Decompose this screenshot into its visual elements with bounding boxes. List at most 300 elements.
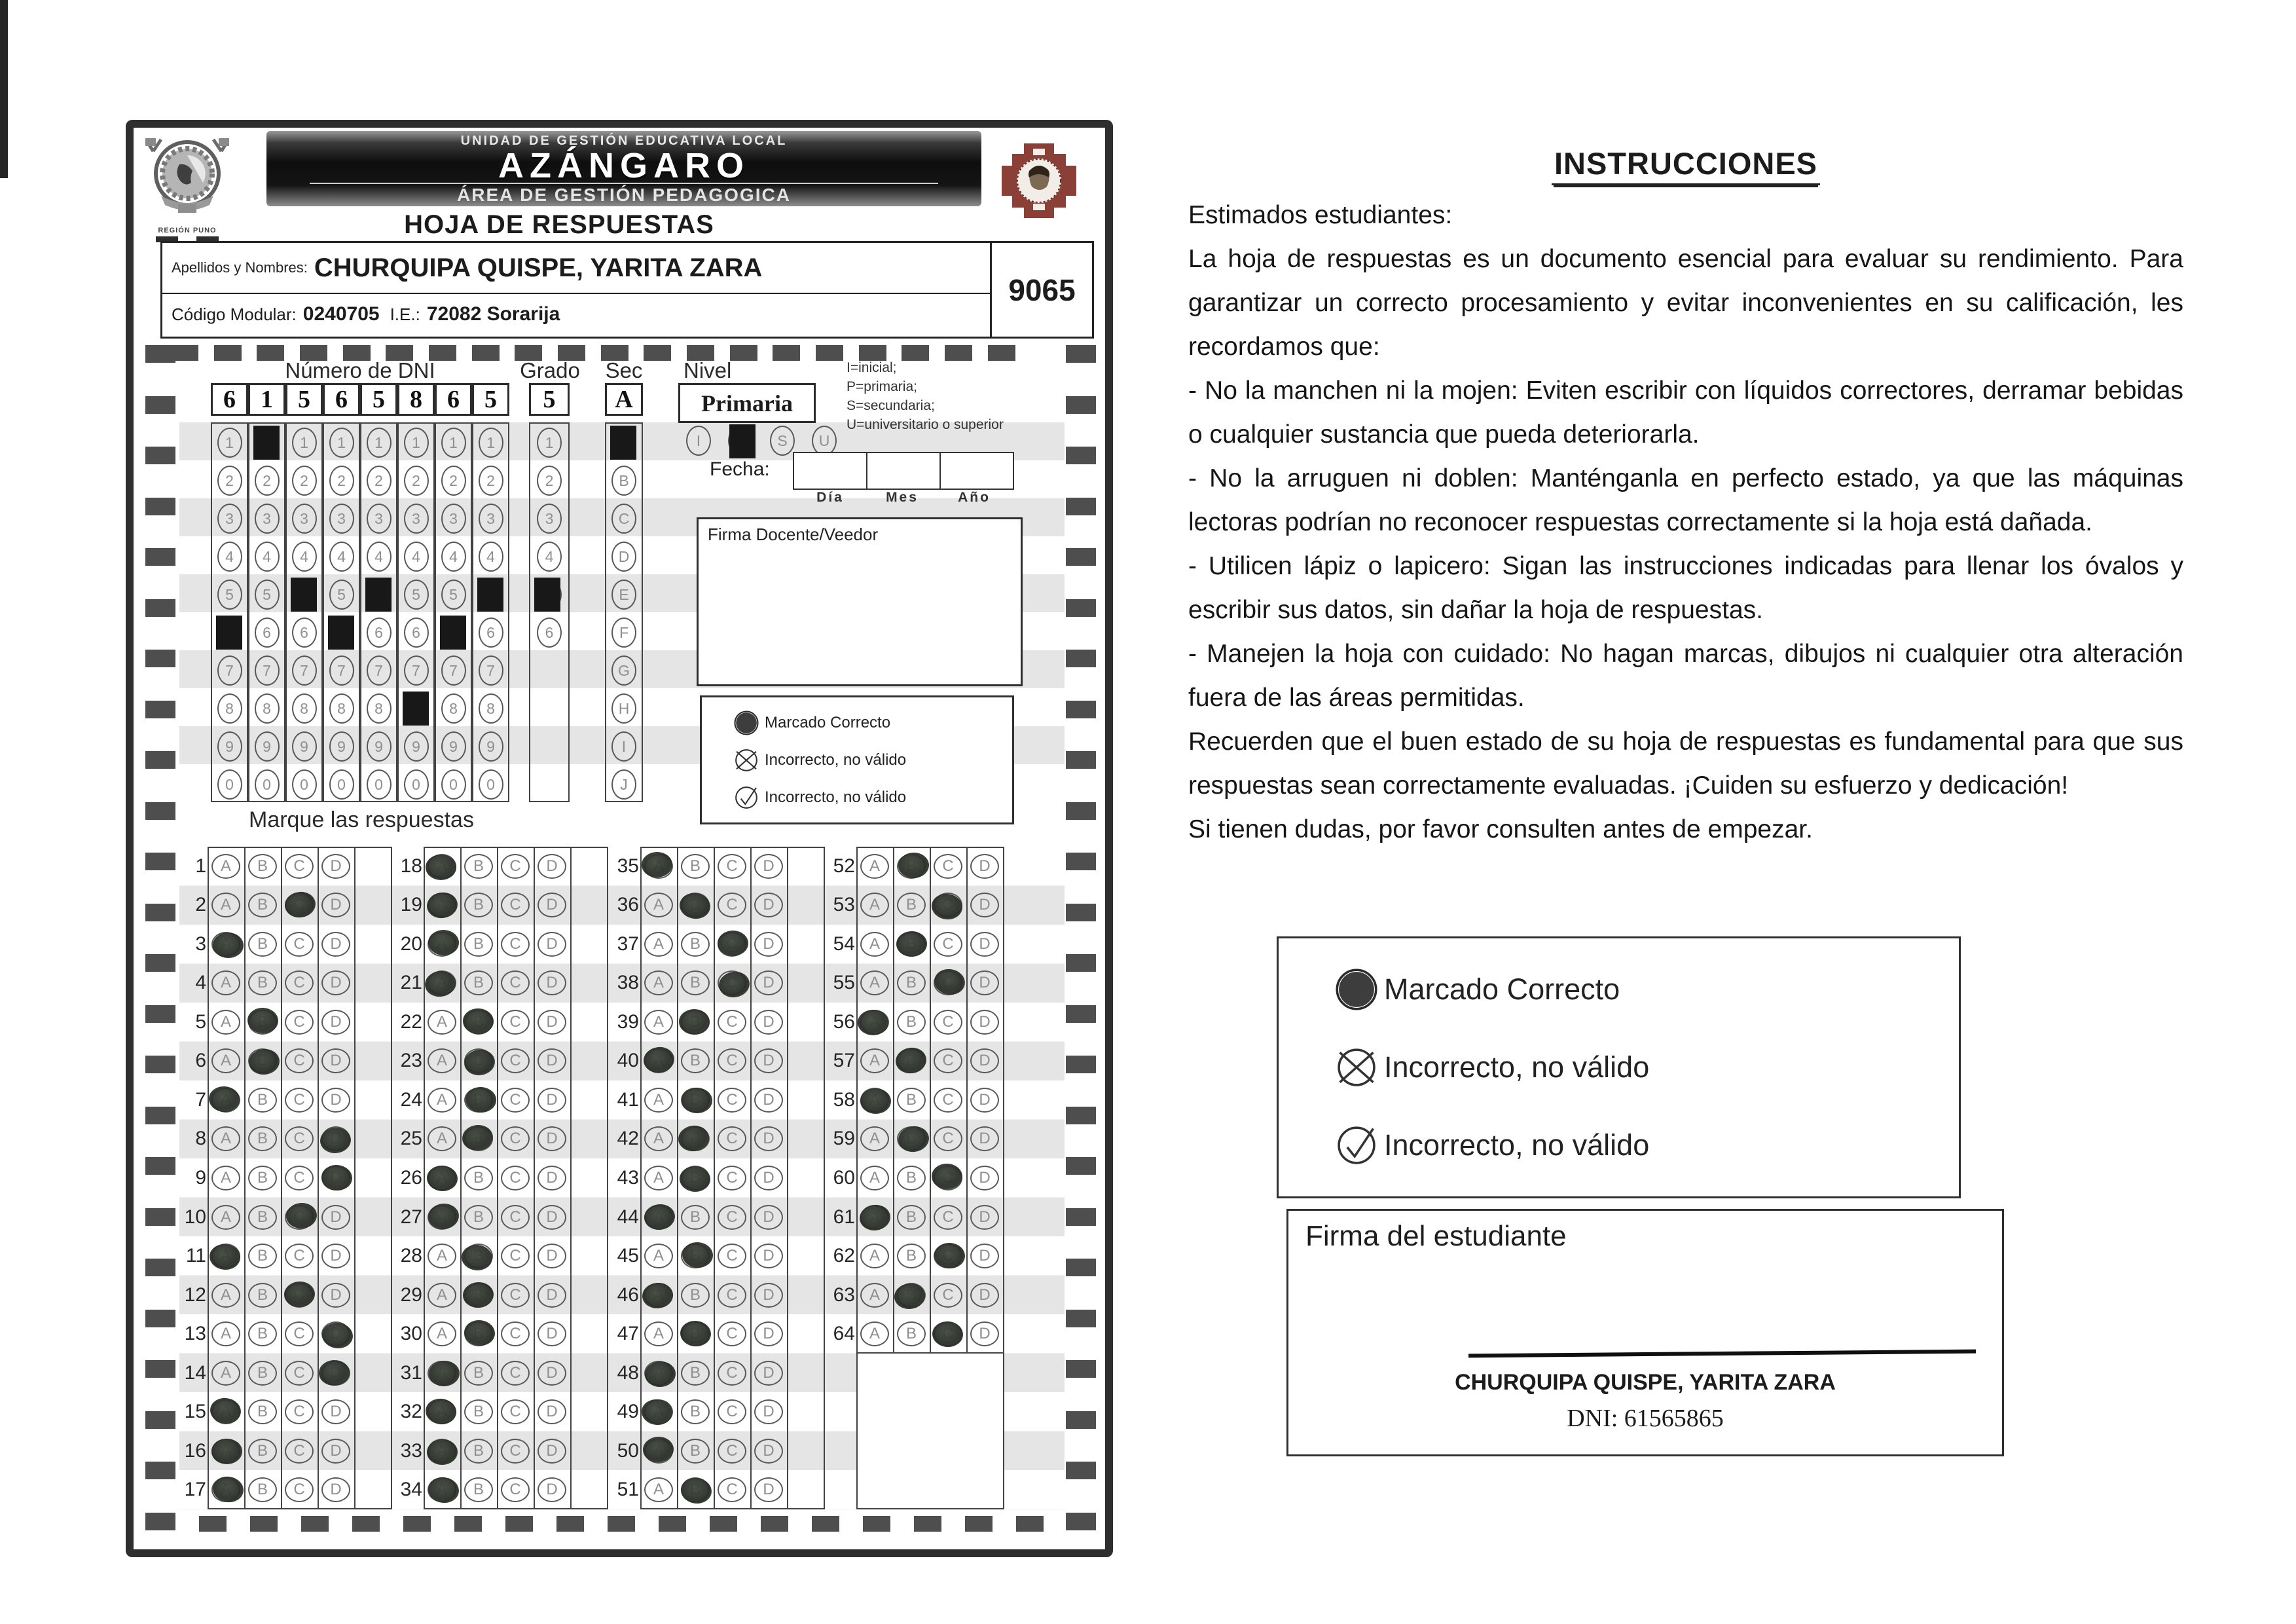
bubble-cell: [212, 766, 247, 803]
apellidos-label: Apellidos y Nombres:: [172, 259, 308, 276]
answer-cell-C: [281, 1431, 318, 1471]
timing-mark: [145, 548, 175, 566]
bubble-option-6: 6: [292, 618, 317, 648]
fecha-field-names: [794, 490, 1010, 506]
answer-bubble-D: D: [321, 893, 350, 917]
answer-bubble-D: D: [754, 1477, 783, 1502]
question-number: 56: [833, 1010, 855, 1033]
bubble-option-0: 0: [404, 769, 429, 800]
legend-row: [1334, 1045, 1959, 1090]
bubble-option-E: E: [611, 580, 636, 610]
answer-cell-A: [856, 886, 893, 925]
answer-cell-C: [930, 1080, 966, 1120]
answer-cell-B: [677, 1003, 714, 1042]
bubble-cell: [473, 690, 508, 728]
bubble-option-1: 1: [329, 428, 354, 458]
crossed-circle-icon: [1334, 1045, 1379, 1090]
answer-cell-A: [640, 847, 677, 886]
answer-bubble-D: D: [321, 970, 350, 995]
bubble-option-3: 3: [329, 504, 354, 534]
answer-cell-B: [460, 1470, 497, 1509]
answer-bubble-B: B: [681, 970, 710, 995]
answer-bubble-C: C: [718, 1166, 746, 1190]
bubble-option-1: 1: [441, 428, 466, 458]
answer-row: [609, 1158, 825, 1198]
bubble-option-6: 6: [404, 618, 429, 648]
answer-cell-A: [208, 1003, 244, 1042]
answer-bubble-B: B: [248, 1399, 277, 1424]
bubble-option-4: 4: [255, 542, 280, 572]
answer-cell-C: [281, 886, 318, 925]
answer-cell-D: [750, 1003, 787, 1042]
bubble-cell: [606, 690, 642, 728]
answer-cell-B: [677, 1276, 714, 1315]
answer-row: [176, 847, 392, 886]
bubble-cell: [287, 728, 321, 766]
column-header-value: 6: [211, 383, 248, 416]
bubble-cell: [287, 462, 321, 500]
bubble-cell: [249, 424, 284, 462]
answer-bubble-B: B: [681, 1439, 710, 1464]
bubble-option-9: 9: [255, 731, 280, 762]
answer-cell-A: [424, 886, 460, 925]
crossed-circle-icon: [733, 747, 759, 773]
timing-mark: [145, 802, 175, 820]
answer-cell-C: [714, 1003, 750, 1042]
question-number: 48: [617, 1361, 639, 1384]
answer-cell-B: [460, 1080, 497, 1120]
answer-cell-B: [677, 1042, 714, 1081]
answer-cell-D: [750, 847, 787, 886]
answer-cell-D: [318, 964, 354, 1003]
question-number: 40: [617, 1050, 639, 1072]
bubble-cell: [530, 652, 568, 690]
bubble-column-frame: [397, 422, 435, 802]
answer-bubble-C: C: [285, 1244, 314, 1268]
bubble-option-2: 2: [441, 466, 466, 496]
filled-mark-square: [216, 616, 242, 650]
answer-bubble-B: B: [464, 1399, 493, 1424]
pencil-mark: [896, 931, 927, 957]
legend-row: [1334, 1123, 1959, 1168]
answer-cell-B: [244, 1042, 281, 1081]
nivel-legend-line: I=inicial;: [847, 360, 897, 375]
answer-cell-A: [424, 1392, 460, 1431]
bubble-cell: [287, 576, 321, 614]
answer-bubble-B: B: [464, 893, 493, 917]
question-number: 13: [184, 1323, 206, 1345]
answer-bubble-B: B: [464, 1439, 493, 1464]
answer-cell-C: [497, 847, 534, 886]
bubble-option-6: 6: [479, 618, 503, 648]
bubble-cell: [361, 424, 396, 462]
bubble-cell: [324, 728, 359, 766]
answer-cell-D: [750, 1236, 787, 1276]
answer-cell-A: [640, 1431, 677, 1471]
answer-cell-B: [893, 1042, 930, 1081]
pencil-mark: [426, 1165, 458, 1192]
answer-bubble-D: D: [754, 1399, 783, 1424]
answer-cell-D: [318, 1354, 354, 1393]
answer-bubble-B: B: [464, 1477, 493, 1502]
answer-cell-B: [677, 1470, 714, 1509]
answer-cell-D: [966, 1236, 1003, 1276]
answer-cell-B: [893, 964, 930, 1003]
answer-cell-C: [930, 1042, 966, 1081]
answer-bubble-A: A: [211, 1010, 240, 1035]
answer-bubble-D: D: [754, 1244, 783, 1268]
bubble-cell: [399, 462, 433, 500]
bubble-cell: [530, 728, 568, 766]
answer-bubble-D: D: [538, 1439, 566, 1464]
answer-cell-A: [208, 964, 244, 1003]
answer-cell-A: [208, 1431, 244, 1471]
question-number: 28: [400, 1245, 422, 1267]
bubble-cell: [249, 690, 284, 728]
answer-cell-A: [856, 1120, 893, 1159]
answer-bubble-C: C: [285, 1477, 314, 1502]
answer-bubble-A: A: [644, 893, 673, 917]
answer-cell-B: [893, 1276, 930, 1315]
checked-circle-icon: [1334, 1123, 1379, 1168]
answer-cell-A: [208, 1158, 244, 1198]
answer-cell-B: [677, 1392, 714, 1431]
legend-text: Marcado Correcto: [765, 713, 891, 731]
answer-cell-A: [640, 964, 677, 1003]
answer-bubble-D: D: [321, 1244, 350, 1268]
answer-bubble-B: B: [897, 1166, 926, 1190]
question-number: 44: [617, 1206, 639, 1228]
answer-bubble-C: C: [285, 1088, 314, 1113]
answer-cell-A: [424, 1276, 460, 1315]
unused-answers-box: [856, 1354, 1004, 1509]
bubble-option-8: 8: [217, 693, 242, 724]
bubble-cell: [473, 766, 508, 803]
answer-bubble-C: C: [934, 1048, 962, 1073]
answer-bubble-C: C: [934, 1010, 962, 1035]
bubble-cell: [473, 424, 508, 462]
answer-cell-D: [534, 964, 570, 1003]
bubble-option-7: 7: [367, 655, 392, 686]
question-number: 41: [617, 1088, 639, 1111]
answer-row: [825, 1042, 1004, 1081]
dni-column-8: [472, 383, 509, 802]
answer-bubble-D: D: [538, 1205, 566, 1230]
question-number: 8: [195, 1128, 206, 1150]
answer-bubble-D: D: [754, 1126, 783, 1151]
answer-cell-D: [318, 1080, 354, 1120]
answer-cell-C: [930, 886, 966, 925]
answer-row: [825, 1003, 1004, 1042]
question-number: 49: [617, 1401, 639, 1423]
bubble-option-1: 1: [479, 428, 503, 458]
bubble-option-1: 1: [367, 428, 392, 458]
question-number: 55: [833, 972, 855, 994]
answer-row: [392, 925, 608, 964]
answer-bubble-B: B: [681, 1399, 710, 1424]
answer-row: [392, 847, 608, 886]
answer-cell-D: [750, 1314, 787, 1354]
answer-bubble-A: A: [428, 1088, 456, 1113]
fecha-input-cell: [793, 452, 867, 490]
bubble-cell: [361, 690, 396, 728]
answer-cell-C: [714, 925, 750, 964]
answer-bubble-A: A: [211, 1205, 240, 1230]
instructions-panel: [1188, 145, 2183, 851]
question-number: 4: [195, 972, 206, 994]
fecha-field-name: Año: [958, 490, 991, 505]
bubble-column-frame: [211, 422, 248, 802]
answer-cell-C: [497, 1314, 534, 1354]
pencil-mark: [679, 1166, 711, 1192]
dni-column-5: [360, 383, 397, 802]
answer-bubble-D: D: [321, 1010, 350, 1035]
bubble-cell: [436, 614, 471, 652]
question-number: 37: [617, 932, 639, 955]
bubble-option-1: 1: [404, 428, 429, 458]
answer-cell-C: [714, 1080, 750, 1120]
answer-row: [392, 1003, 608, 1042]
answer-cell-B: [460, 1042, 497, 1081]
filled-mark-square: [403, 692, 429, 726]
timing-mark: [1066, 396, 1096, 414]
bubble-option-9: 9: [441, 731, 466, 762]
answer-row: [609, 1042, 825, 1081]
answer-cell-D: [318, 1198, 354, 1237]
answer-row: [609, 1314, 825, 1354]
pencil-mark: [426, 855, 456, 880]
answer-cell-C: [497, 1080, 534, 1120]
question-number: 14: [184, 1361, 206, 1384]
answer-row: [825, 847, 1004, 886]
answer-bubble-B: B: [248, 932, 277, 957]
answer-cell-A: [856, 1080, 893, 1120]
answer-cell-A: [856, 1158, 893, 1198]
answer-cell-D: [750, 1120, 787, 1159]
bubble-option-3: 3: [537, 504, 562, 534]
pencil-mark: [679, 1320, 712, 1348]
answer-cell-B: [460, 1158, 497, 1198]
answer-cell-B: [893, 1198, 930, 1237]
bubble-cell: [324, 690, 359, 728]
bubble-option-3: 3: [441, 504, 466, 534]
bubble-option-2: 2: [217, 466, 242, 496]
answer-cell-D: [318, 886, 354, 925]
bubble-cell: [436, 576, 471, 614]
answer-bubble-B: B: [248, 1283, 277, 1308]
answer-bubble-D: D: [970, 1010, 999, 1035]
answer-cell-D: [966, 1198, 1003, 1237]
answer-cell-C: [497, 1354, 534, 1393]
bubble-option-2: 2: [292, 466, 317, 496]
timing-mark: [352, 1516, 380, 1532]
bubble-option-7: 7: [441, 655, 466, 686]
answer-cell-A: [856, 925, 893, 964]
question-number: 35: [617, 855, 639, 877]
legend-text: Incorrecto, no válido: [765, 788, 907, 806]
answer-cell-D: [966, 1314, 1003, 1354]
answer-cell-D: [318, 1276, 354, 1315]
answer-row: [176, 1276, 392, 1315]
bubble-cell: [473, 614, 508, 652]
answer-row: [609, 1354, 825, 1393]
bubble-cell: [212, 728, 247, 766]
answer-bubble-A: A: [860, 1166, 889, 1190]
answer-row: [392, 1276, 608, 1315]
answer-bubble-D: D: [970, 1166, 999, 1190]
answer-bubble-D: D: [538, 970, 566, 995]
timing-mark: [1066, 751, 1096, 769]
answer-cell-B: [244, 1392, 281, 1431]
answer-group-3: [609, 847, 825, 1509]
answer-bubble-A: A: [644, 1088, 673, 1113]
bubble-option-5: 5: [441, 580, 466, 610]
bubble-option-0: 0: [255, 769, 280, 800]
checked-circle-icon: [733, 784, 759, 811]
answer-cell-C: [281, 1120, 318, 1159]
bubble-option-7: 7: [255, 655, 280, 686]
answer-cell-C: [497, 886, 534, 925]
pencil-mark: [858, 1203, 891, 1232]
answer-bubble-C: C: [718, 1361, 746, 1386]
bubble-cell: [530, 424, 568, 462]
timing-mark: [659, 1516, 686, 1532]
answer-bubble-D: D: [754, 1048, 783, 1073]
answer-bubble-B: B: [464, 932, 493, 957]
bubble-cell: [606, 462, 642, 500]
answer-bubble-D: D: [970, 932, 999, 957]
timing-mark: [145, 1208, 175, 1226]
question-number: 34: [400, 1479, 422, 1501]
answer-bubble-D: D: [970, 854, 999, 879]
answer-bubble-A: A: [211, 893, 240, 917]
question-number: 10: [184, 1206, 206, 1228]
filled-mark-square: [477, 578, 503, 612]
column-header-value: 5: [285, 383, 323, 416]
timing-mark: [145, 1259, 175, 1276]
answer-bubble-C: C: [501, 1399, 530, 1424]
answer-sheet: [126, 120, 1113, 1557]
answer-bubble-D: D: [970, 1205, 999, 1230]
answer-cell-A: [640, 1470, 677, 1509]
answer-cell-A: [208, 847, 244, 886]
answer-cell-B: [244, 964, 281, 1003]
answer-bubble-D: D: [321, 1088, 350, 1113]
timing-mark: [454, 1516, 482, 1532]
answer-cell-D: [750, 1042, 787, 1081]
answer-cell-B: [460, 1236, 497, 1276]
answer-cell-A: [208, 1470, 244, 1509]
timing-mark: [145, 1411, 175, 1429]
answer-row: [609, 1198, 825, 1237]
dni-bubble-grid: [211, 383, 509, 802]
signature-line: [1468, 1350, 1976, 1358]
answer-bubble-C: C: [718, 1283, 746, 1308]
bubble-option-U: U: [812, 426, 837, 456]
bubble-option-8: 8: [441, 693, 466, 724]
bubble-cell: [436, 538, 471, 576]
answer-row: [392, 1236, 608, 1276]
answer-group-1: [176, 847, 392, 1509]
answer-cell-D: [750, 925, 787, 964]
answer-bubble-A: A: [860, 893, 889, 917]
codigo-row: [162, 294, 992, 335]
answer-cell-D: [966, 925, 1003, 964]
answer-cell-D: [750, 1470, 787, 1509]
answer-cell-C: [281, 1314, 318, 1354]
question-number: 21: [400, 972, 422, 994]
pencil-mark: [642, 1045, 676, 1075]
filled-mark-square: [440, 616, 466, 650]
answer-bubble-B: B: [897, 1244, 926, 1268]
answer-bubble-C: C: [501, 1166, 530, 1190]
answer-cell-A: [856, 1276, 893, 1315]
answer-cell-D: [534, 886, 570, 925]
bubble-option-0: 0: [367, 769, 392, 800]
timing-mark: [145, 1005, 175, 1023]
answer-bubble-A: A: [860, 1321, 889, 1346]
question-number: 27: [400, 1206, 422, 1228]
question-number: 43: [617, 1166, 639, 1189]
answer-bubble-C: C: [501, 893, 530, 917]
answer-bubble-A: A: [211, 1321, 240, 1346]
answer-bubble-C: C: [501, 1048, 530, 1073]
timing-marks-bottom: [199, 1516, 1044, 1532]
question-number: 36: [617, 894, 639, 916]
timing-mark: [145, 396, 175, 414]
answer-bubble-D: D: [538, 1399, 566, 1424]
answer-bubble-B: B: [248, 1126, 277, 1151]
answer-cell-A: [424, 1314, 460, 1354]
timing-mark: [1066, 498, 1096, 515]
answer-row: [392, 1080, 608, 1120]
answer-bubble-D: D: [970, 1088, 999, 1113]
answer-cell-A: [640, 1080, 677, 1120]
bubble-option-6: 6: [537, 618, 562, 648]
answer-cell-B: [677, 1080, 714, 1120]
answer-bubble-B: B: [248, 970, 277, 995]
bubble-option-0: 0: [329, 769, 354, 800]
timing-mark: [1066, 1310, 1096, 1327]
question-number: 22: [400, 1010, 422, 1033]
answer-cell-D: [750, 1276, 787, 1315]
answer-bubble-C: C: [285, 932, 314, 957]
signature-student-dni: DNI: 61565865: [1567, 1405, 1724, 1432]
answer-cell-B: [677, 964, 714, 1003]
timing-mark: [145, 599, 175, 617]
bubble-cell: [606, 576, 642, 614]
bubble-cell: [324, 652, 359, 690]
answer-cell-A: [424, 1003, 460, 1042]
pencil-mark: [676, 1124, 710, 1153]
answer-cell-A: [856, 847, 893, 886]
question-number: 17: [184, 1479, 206, 1501]
answer-cell-D: [318, 1120, 354, 1159]
answer-bubble-D: D: [538, 1126, 566, 1151]
answer-bubble-C: C: [501, 1126, 530, 1151]
answer-bubble-D: D: [970, 1321, 999, 1346]
timing-mark: [1066, 1056, 1096, 1073]
timing-mark: [1066, 599, 1096, 617]
answer-bubble-D: D: [754, 1439, 783, 1464]
answer-cell-A: [424, 1042, 460, 1081]
answer-cell-B: [460, 1354, 497, 1393]
codigo-modular-label: Código Modular:: [172, 304, 297, 324]
bubble-cell: [530, 766, 568, 803]
answer-bubble-B: B: [681, 1361, 710, 1386]
answer-bubble-C: C: [718, 1010, 746, 1035]
pencil-mark: [283, 890, 317, 919]
